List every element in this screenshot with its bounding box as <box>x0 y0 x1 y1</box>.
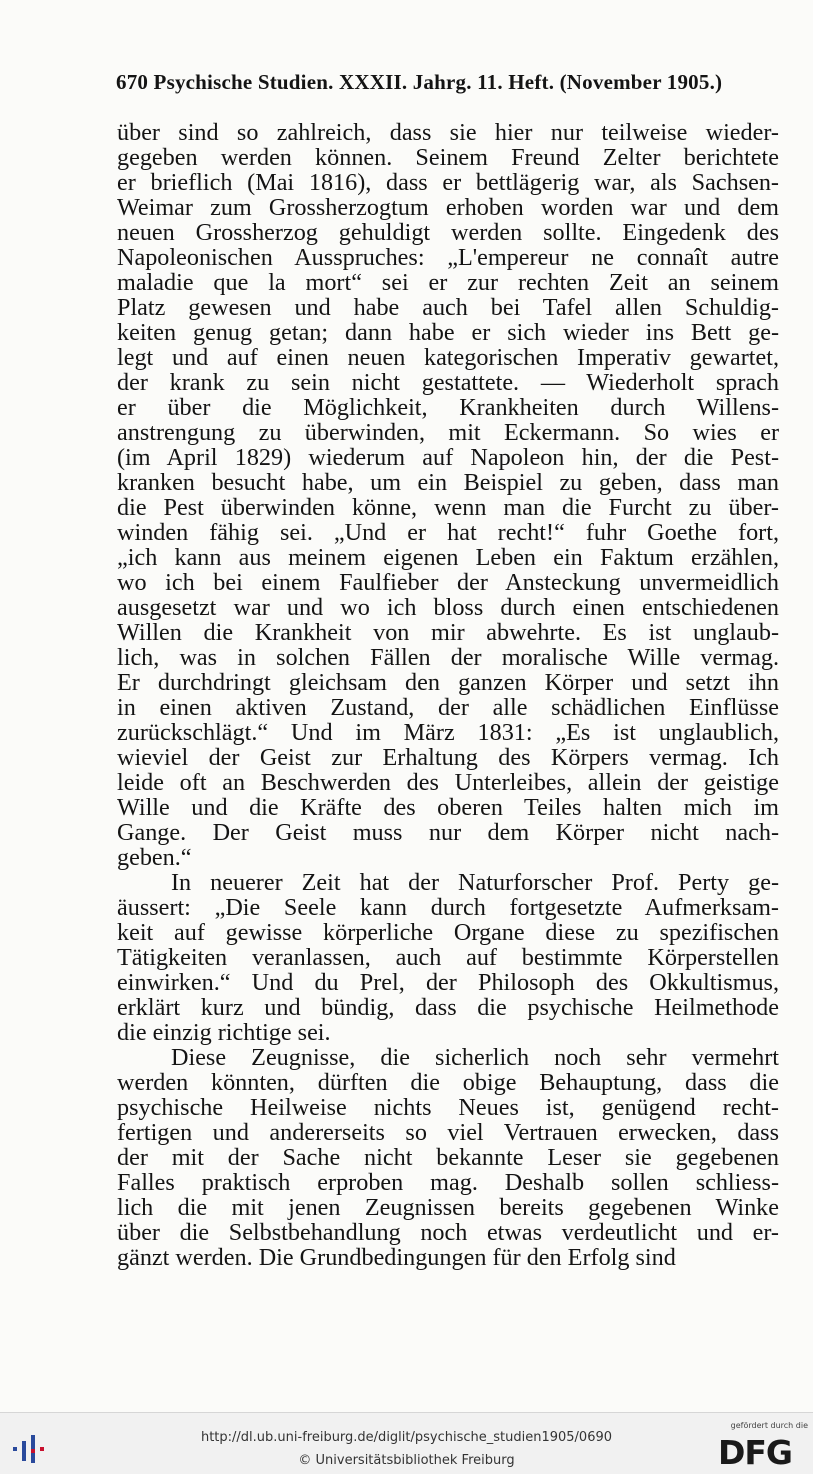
text-line: neuen Grossherzog gehuldigt werden sollte. Eingedenk des <box>117 219 779 246</box>
text-line: einwirken.“ Und du Prel, der Philosoph des Okkultismus, <box>117 969 779 996</box>
text-line: zurückschlägt.“ Und im März 1831: „Es ist unglaublich, <box>117 719 779 746</box>
text-line: Napoleonischen Ausspruches: „L'empereur ne connaît autre <box>117 244 779 271</box>
text-line: gegeben werden können. Seinem Freund Zelter berichtete <box>117 144 779 171</box>
dfg-caption: gefördert durch die <box>730 1421 808 1430</box>
text-line: anstrengung zu überwinden, mit Eckermann. So wies er <box>117 419 779 446</box>
text-line: lich, was in solchen Fällen der moralische Wille vermag. <box>117 644 779 671</box>
text-line: in einen aktiven Zustand, der alle schädlichen Einflüsse <box>117 694 779 721</box>
text-line: Weimar zum Grossherzogtum erhoben worden war und dem <box>117 194 779 221</box>
text-line: lich die mit jenen Zeugnissen bereits gegebenen Winke <box>117 1194 779 1221</box>
text-line: über die Selbstbehandlung noch etwas verdeutlicht und er- <box>117 1219 779 1246</box>
text-line: über sind so zahlreich, dass sie hier nur teilweise wieder- <box>117 119 779 146</box>
text-line: gänzt werden. Die Grundbedingungen für den Erfolg sind <box>117 1244 676 1271</box>
viewer-footer <box>0 1412 813 1474</box>
text-line: wo ich bei einem Faulfieber der Ansteckung unvermeidlich <box>117 569 779 596</box>
text-line: kranken besucht habe, um ein Beispiel zu geben, dass man <box>117 469 779 496</box>
text-line: wieviel der Geist zur Erhaltung des Körpers vermag. Ich <box>117 744 779 771</box>
text-line: der mit der Sache nicht bekannte Leser sie gegebenen <box>117 1144 779 1171</box>
text-line: die einzig richtige sei. <box>117 1019 331 1046</box>
text-line: der krank zu sein nicht gestattete. — Wiederholt sprach <box>117 369 779 396</box>
text-line: Er durchdringt gleichsam den ganzen Körper und setzt ihn <box>117 669 779 696</box>
text-line: Platz gewesen und habe auch bei Tafel allen Schuldig- <box>117 294 779 321</box>
text-line: Falles praktisch erproben mag. Deshalb sollen schliess- <box>117 1169 779 1196</box>
text-line: er über die Möglichkeit, Krankheiten durch Willens- <box>117 394 779 421</box>
text-line: maladie que la mort“ sei er zur rechten Zeit an seinem <box>117 269 779 296</box>
running-head: 670 Psychische Studien. XXXII. Jahrg. 11. Heft. (November 1905.) <box>116 70 723 94</box>
text-line: psychische Heilweise nichts Neues ist, genügend recht- <box>117 1094 779 1121</box>
text-line: In neuerer Zeit hat der Naturforscher Prof. Perty ge- <box>171 869 779 896</box>
text-line: ausgesetzt war und wo ich bloss durch einen entschiedenen <box>117 594 779 621</box>
text-line: die Pest überwinden könne, wenn man die Furcht zu über- <box>117 494 779 521</box>
text-line: werden könnten, dürften die obige Behauptung, dass die <box>117 1069 779 1096</box>
text-line: keit auf gewisse körperliche Organe diese zu spezifischen <box>117 919 779 946</box>
text-line: keiten genug getan; dann habe er sich wieder ins Bett ge- <box>117 319 779 346</box>
text-line: erklärt kurz und bündig, dass die psychische Heilmethode <box>117 994 779 1021</box>
text-line: Wille und die Kräfte des oberen Teiles halten mich im <box>117 794 779 821</box>
text-line: Willen die Krankheit von mir abwehrte. Es ist unglaub- <box>117 619 779 646</box>
text-line: fertigen und andererseits so viel Vertrauen erwecken, dass <box>117 1119 779 1146</box>
text-line: er brieflich (Mai 1816), dass er bettlägerig war, als Sachsen- <box>117 169 779 196</box>
dfg-logo-icon: DFG <box>718 1433 793 1472</box>
text-line: Tätigkeiten veranlassen, auch auf bestimmte Körperstellen <box>117 944 779 971</box>
text-line: Diese Zeugnisse, die sicherlich noch sehr vermehrt <box>171 1044 779 1071</box>
body-text <box>117 120 779 1270</box>
footer-copyright: © Universitätsbibliothek Freiburg <box>298 1453 515 1468</box>
text-line: „ich kann aus meinem eigenen Leben ein Faktum erzählen, <box>117 544 779 571</box>
text-line: äussert: „Die Seele kann durch fortgesetzte Aufmerksam- <box>117 894 779 921</box>
text-line: geben.“ <box>117 844 192 871</box>
text-line: winden fähig sei. „Und er hat recht!“ fuhr Goethe fort, <box>117 519 779 546</box>
dfg-badge[interactable] <box>716 1421 808 1471</box>
text-line: leide oft an Beschwerden des Unterleibes, allein der geistige <box>117 769 779 796</box>
text-line: (im April 1829) wiederum auf Napoleon hin, der die Pest- <box>117 444 779 471</box>
footer-url-link[interactable]: http://dl.ub.uni-freiburg.de/diglit/psychische_studien1905/0690 <box>200 1430 613 1445</box>
text-line: Gange. Der Geist muss nur dem Körper nicht nach- <box>117 819 779 846</box>
text-line: legt und auf einen neuen kategorischen Imperativ gewartet, <box>117 344 779 371</box>
